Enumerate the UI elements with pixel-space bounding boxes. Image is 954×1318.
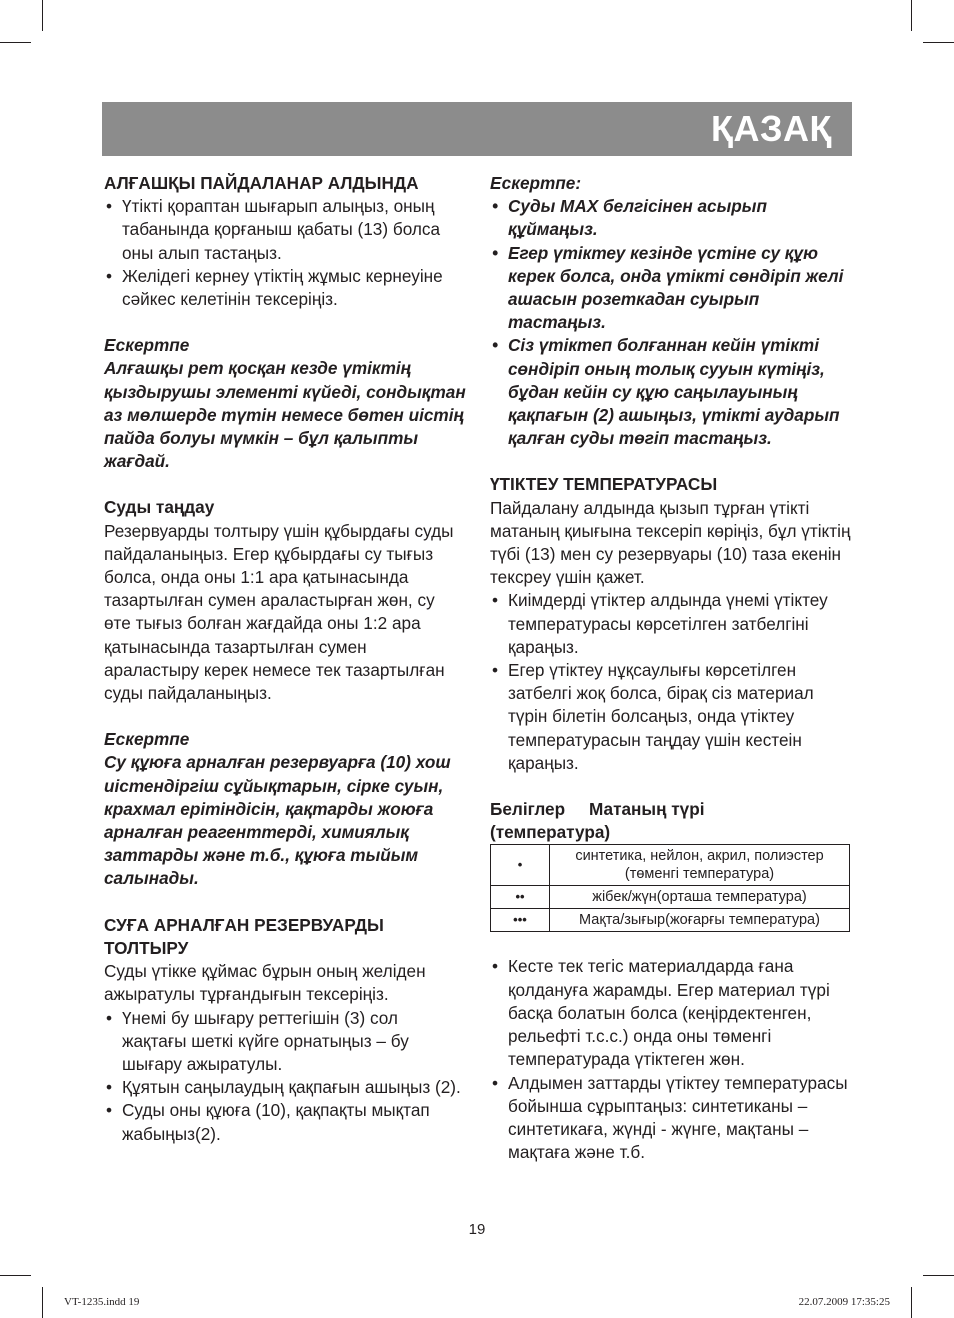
language-header-bar — [102, 102, 852, 156]
crop-mark — [42, 0, 43, 31]
language-title: ҚАЗАҚ — [711, 108, 832, 149]
crop-mark — [923, 1275, 954, 1276]
footer-file-info: VT-1235.indd 19 — [64, 1296, 140, 1308]
table-header-temperature: (температура) — [490, 822, 611, 843]
table-row — [491, 886, 850, 909]
first-use-list — [104, 195, 466, 311]
bullet: • — [492, 956, 499, 977]
bullet: • — [492, 242, 499, 263]
left-column — [104, 172, 466, 1146]
bullet: • — [106, 196, 113, 217]
bullet: • — [492, 335, 499, 356]
temperature-table — [490, 844, 850, 932]
table-cell-symbol: ••• — [491, 909, 550, 932]
section-heading-fill-reservoir: СУҒА АРНАЛҒАН РЕЗЕРВУАРДЫ ТОЛТЫРУ — [104, 914, 384, 958]
ironing-temperature-text: Пайдалану алдында қызып тұрған үтікті матаның қиығына тексеріп көріңіз, бұл үтіктің түбі (13) мен су резервуары (10) таза екенін тексреу үшін қажет. — [490, 497, 851, 588]
note-water-reservoir: Су құюға арналған резервуарға (10) хош иістендіргіш сұйықтарын, сірке суын, крахмал ерітіндісін, қақтарды жоюға арналған реагенттерді, химиялық заттарды және т.б., құюға тыйым салынады. — [104, 752, 451, 889]
fill-reservoir-text: Суды үтікке құймас бұрын оның желіден ажыратулы тұрғандығын тексеріңіз. — [104, 961, 426, 1005]
bullet: • — [492, 660, 499, 681]
crop-mark — [911, 0, 912, 31]
list-item: • Кесте тек тегіс материалдарда ғана қолдануға жарамды. Егер материал түрі басқа болатын болса (кеңірдектенген, рельефті т.с.с.) онда оны төменгі температурада үтіктеген жөн. — [492, 956, 830, 1070]
bullet: • — [492, 590, 499, 611]
table-cell-fabric: Мақта/зығыр(жоғарғы температура) — [550, 909, 850, 932]
table-cell-fabric: синтетика, нейлон, акрил, полиэстер (төменгі температура) — [550, 845, 850, 886]
table-cell-symbol: • — [491, 845, 550, 886]
list-item: • Суды оны құюға (10), қақпақты мықтап жабыңыз(2). — [106, 1100, 430, 1144]
crop-mark — [923, 42, 954, 43]
note-list — [490, 195, 852, 450]
bullet: • — [106, 1100, 113, 1121]
note-label: Ескертпе: — [490, 173, 582, 193]
section-heading-first-use: АЛҒАШҚЫ ПАЙДАЛАНАР АЛДЫНДА — [104, 173, 419, 193]
table-cell-fabric: жібек/жүн(орташа температура) — [550, 886, 850, 909]
list-item: • Суды MAX белгісінен асырып құймаңыз. — [492, 196, 767, 240]
section-heading-ironing-temperature: ҮТІКТЕУ ТЕМПЕРАТУРАСЫ — [490, 474, 718, 495]
list-item: • Желідегі кернеу үтіктің жұмыс кернеуіне сәйкес келетінін тексеріңіз. — [106, 265, 443, 310]
sorting-list — [490, 955, 852, 1164]
bullet: • — [492, 1072, 499, 1093]
table-header-fabric: Матаның түрі — [588, 799, 705, 820]
crop-mark — [911, 1287, 912, 1318]
table-header-symbols: Беліглер — [490, 799, 566, 820]
list-item: • Үтікті қораптан шығарып алыңыз, оның табанында қорғаныш қабаты (13) болса оны алып тастаңыз. — [106, 196, 441, 263]
list-item: • Құятын саңылаудың қақпағын ашыңыз (2). — [104, 1076, 466, 1099]
water-choice-text: Резервуарды толтыру үшін құбырдағы суды пайдаланыңыз. Егер құбырдағы су тығыз болса, онда оны 1:1 ара қатынасында тазартылған сумен араластырған жөн, су өте тығыз болған жағдайда оны 1:2 ара қатынасында тазартылған сумен араластыру керек немесе тек тазартылған суды пайдаланыңыз. — [104, 520, 454, 704]
ironing-temperature-list — [490, 589, 852, 775]
note-label: Ескертпе — [104, 335, 190, 356]
bullet: • — [106, 1007, 113, 1028]
table-header — [490, 798, 852, 821]
crop-mark — [42, 1287, 43, 1318]
note-label: Ескертпе — [104, 729, 190, 750]
crop-mark — [0, 1275, 31, 1276]
list-item: • Алдымен заттарды үтіктеу температурасы бойынша сұрыптаңыз: синтетиканы – синтетикаға, жүнді - жүнге, мақтаны – мақтаға және т.б. — [492, 1072, 848, 1163]
note-first-use: Алғашқы рет қосқан кезде үтіктің қыздырушы элементі күйеді, сондықтан аз мөлшерде түтін немесе бөтен иістің пайда болуы мүмкін – бұл қалыпты жағдай. — [104, 358, 466, 472]
list-item: • Егер үтіктеу нұқсаулығы көрсетілген затбелгі жоқ болса, бірақ сіз материал түрін білетін болсаңыз, онда үтіктеу температурасын таңдау үшін кестеін қараңыз. — [492, 660, 814, 773]
bullet: • — [106, 265, 113, 286]
list-item: • Егер үтіктеу кезінде үстіне су құю керек болса, онда үтікті сөндіріп желі ашасын розеткадан суырып тастаңыз. — [492, 242, 844, 333]
bullet: • — [106, 1077, 113, 1098]
footer-datetime: 22.07.2009 17:35:25 — [798, 1296, 890, 1308]
list-item: • Үнемі бу шығару реттегішін (3) сол жақтағы шеткі күйге орнатыңыз – бу шығару ажыратулы. — [106, 1007, 409, 1074]
list-item: • Сіз үтіктеп болғаннан кейін үтікті сөндіріп оның толық сууын күтіңіз, бұдан кейін су құю саңылауының қақпағын (2) ашыңыз, үтікті аударып қалған суды төгіп тастаңыз. — [492, 335, 840, 449]
bullet: • — [492, 196, 499, 217]
table-cell-symbol: •• — [491, 886, 550, 909]
page-number: 19 — [468, 1221, 486, 1238]
fill-reservoir-list — [104, 1007, 466, 1146]
table-row — [491, 845, 850, 886]
right-column — [490, 172, 852, 1164]
section-heading-water-choice: Суды таңдау — [104, 497, 215, 518]
table-row — [491, 909, 850, 932]
list-item: • Киімдерді үтіктер алдында үнемі үтіктеу температурасы көрсетілген затбелгіні қараңыз. — [492, 590, 828, 657]
crop-mark — [0, 42, 31, 43]
